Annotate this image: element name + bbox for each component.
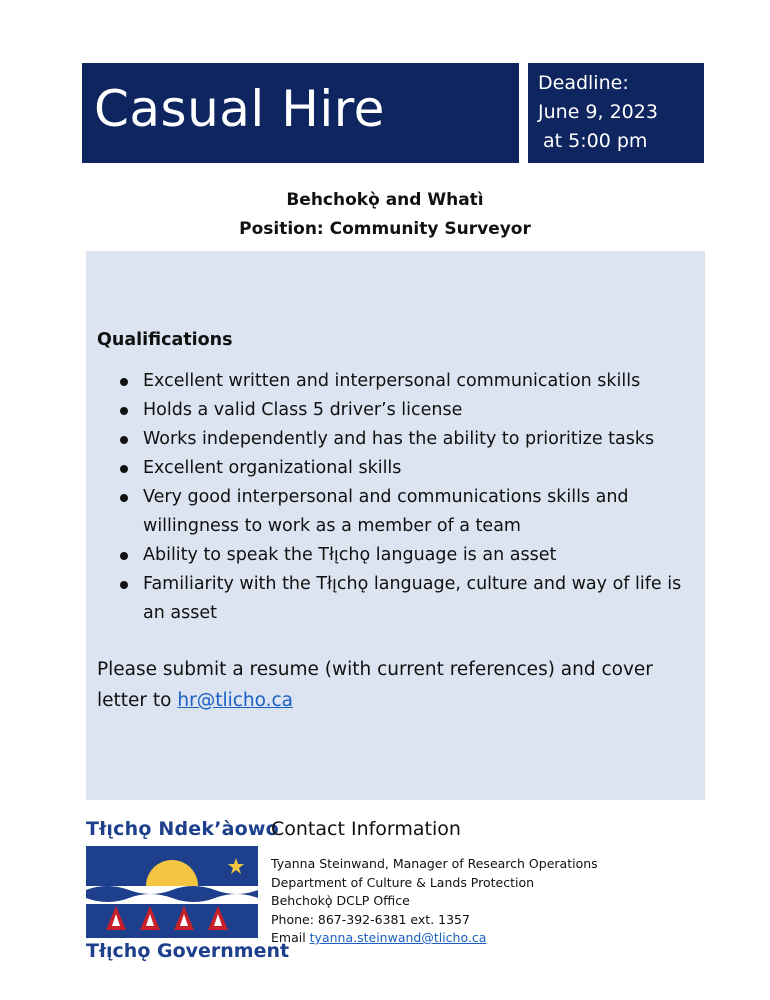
contact-title: Contact Information: [271, 818, 461, 840]
deadline-box: [528, 63, 704, 163]
list-item: Works independently and has the ability to prioritize tasks: [118, 425, 698, 454]
logo-top-text: Tłı̨chǫ Ndek’àowo: [86, 818, 279, 840]
contact-email-label: Email: [271, 930, 310, 945]
logo-bottom-text: Tłı̨chǫ Government: [86, 940, 290, 962]
tlicho-government-logo: [86, 846, 258, 938]
submit-text: Please submit a resume (with current references) and cover letter to: [97, 659, 653, 711]
header-title-box: [82, 63, 519, 163]
list-item: Excellent written and interpersonal communication skills: [118, 367, 698, 396]
contact-department: Department of Culture & Lands Protection: [271, 874, 535, 890]
list-item: Holds a valid Class 5 driver’s license: [118, 396, 698, 425]
location-heading: Behchokǫ̀ and Whatì: [286, 190, 484, 210]
list-item: Familiarity with the Tłı̨chǫ language, culture and way of life is an asset: [118, 570, 698, 628]
qualifications-heading: Qualifications: [97, 330, 233, 350]
contact-details: [271, 855, 598, 948]
list-item: Ability to speak the Tłı̨chǫ language is an asset: [118, 541, 698, 570]
submit-instructions: [97, 654, 697, 716]
contact-email-line: [271, 929, 598, 948]
page-title: Casual Hire: [94, 80, 385, 138]
deadline-label: Deadline:: [538, 72, 629, 94]
contact-phone: Phone: 867-392-6381 ext. 1357: [271, 911, 470, 927]
qualifications-list: [118, 367, 698, 628]
list-item: Very good interpersonal and communications skills and willingness to work as a member of a team: [118, 483, 698, 541]
contact-email-link[interactable]: tyanna.steinwand@tlicho.ca: [309, 930, 487, 945]
deadline-date: June 9, 2023: [538, 101, 658, 123]
deadline-time: at 5:00 pm: [543, 130, 648, 152]
position-heading: Position: Community Surveyor: [239, 219, 531, 239]
hr-email-link[interactable]: hr@tlicho.ca: [177, 690, 294, 711]
contact-office: Behchokǫ̀ DCLP Office: [271, 893, 410, 908]
list-item: Excellent organizational skills: [118, 454, 698, 483]
contact-name: Tyanna Steinwand, Manager of Research Operations: [271, 856, 598, 871]
